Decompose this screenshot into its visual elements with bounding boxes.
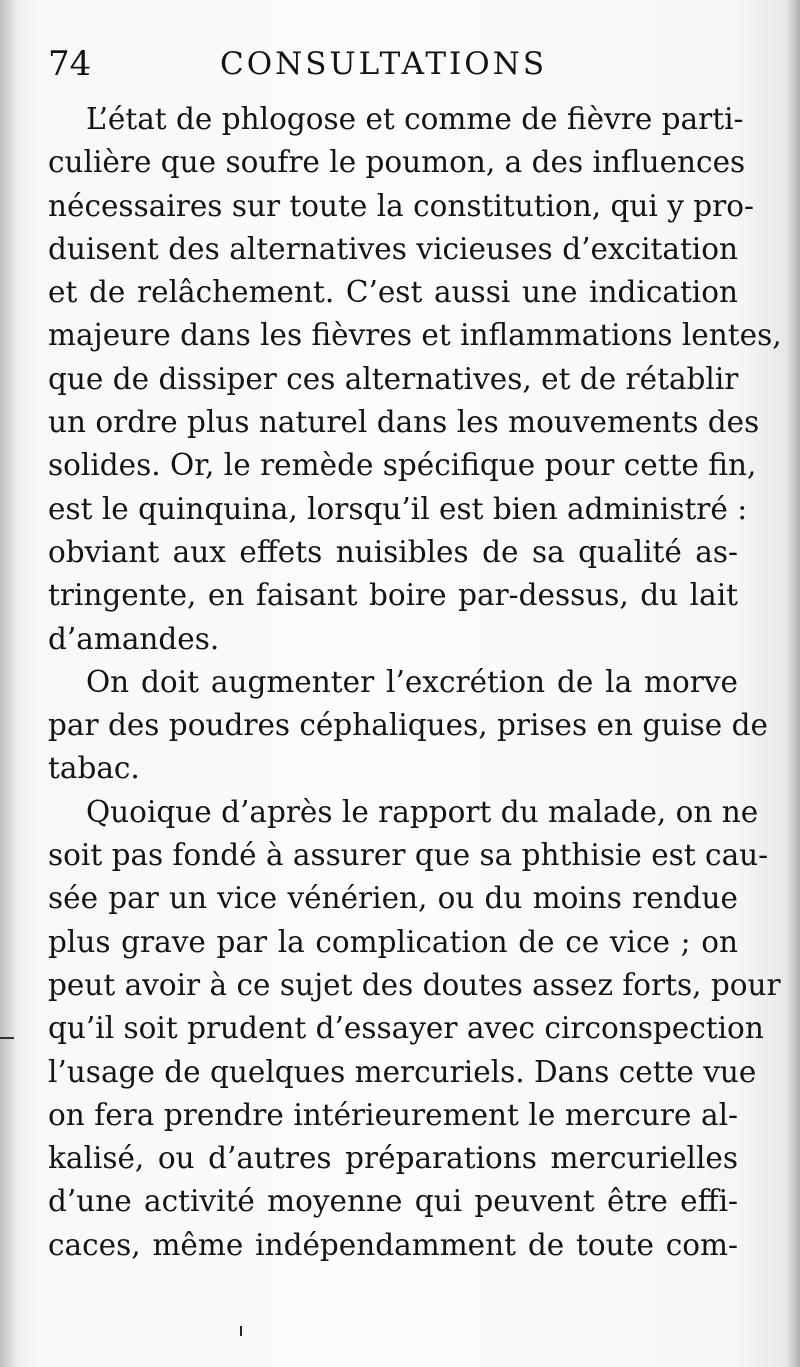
text-line: culière que soufre le poumon, a des influences	[48, 145, 746, 180]
text-line: est le quinquina, lorsqu’il est bien administré :	[48, 491, 748, 526]
text-line: kalisé, ou d’autres préparations mercurielles	[48, 1141, 738, 1176]
text-line: par des poudres céphaliques, prises en guise de	[48, 708, 768, 743]
page-edge-shadow-right	[786, 0, 800, 1367]
text-line: On doit augmenter l’excrétion de la morve	[86, 664, 738, 699]
text-line: Quoique d’après le rapport du malade, on ne	[86, 794, 759, 829]
text-line: on fera prendre intérieurement le mercure al-	[48, 1097, 738, 1132]
text-line: caces, même indépendamment de toute com-	[48, 1227, 738, 1262]
text-line: plus grave par la complication de ce vice ; on	[48, 924, 738, 959]
body-text	[48, 98, 782, 1267]
text-line: d’amandes.	[48, 621, 220, 656]
text-line: sée par un vice vénérien, ou du moins rendue	[48, 881, 738, 916]
text-line: solides. Or, le remède spécifique pour cette fin,	[48, 448, 757, 483]
running-title: CONSULTATIONS	[220, 46, 548, 82]
text-line: d’une activité moyenne qui peuvent être effi-	[48, 1184, 738, 1219]
page-number: 74	[48, 44, 92, 84]
text-line: l’usage de quelques mercuriels. Dans cette vue	[48, 1054, 757, 1089]
text-line: un ordre plus naturel dans les mouvements des	[48, 405, 760, 440]
text-line: soit pas fondé à assurer que sa phthisie est cau-	[48, 838, 769, 873]
print-mark	[240, 1326, 242, 1336]
page-edge-shadow-left	[0, 0, 18, 1367]
text-line: tabac.	[48, 751, 140, 786]
text-line: obviant aux effets nuisibles de sa qualité as-	[48, 534, 738, 569]
text-line: peut avoir à ce sujet des doutes assez forts, pour	[48, 967, 781, 1002]
text-line: et de relâchement. C’est aussi une indication	[48, 275, 738, 310]
text-line: qu’il soit prudent d’essayer avec circonspection	[48, 1011, 764, 1046]
text-line: L’état de phlogose et comme de fièvre parti-	[86, 102, 744, 136]
text-line: majeure dans les fièvres et inflammations lentes,	[48, 318, 782, 353]
text-line: nécessaires sur toute la constitution, qui y pro-	[48, 188, 754, 223]
text-line: tringente, en faisant boire par-dessus, du lait	[48, 578, 738, 613]
text-line: que de dissiper ces alternatives, et de rétablir	[48, 361, 739, 396]
margin-mark	[0, 1037, 14, 1039]
page-header	[48, 40, 748, 88]
text-line: duisent des alternatives vicieuses d’excitation	[48, 231, 738, 266]
